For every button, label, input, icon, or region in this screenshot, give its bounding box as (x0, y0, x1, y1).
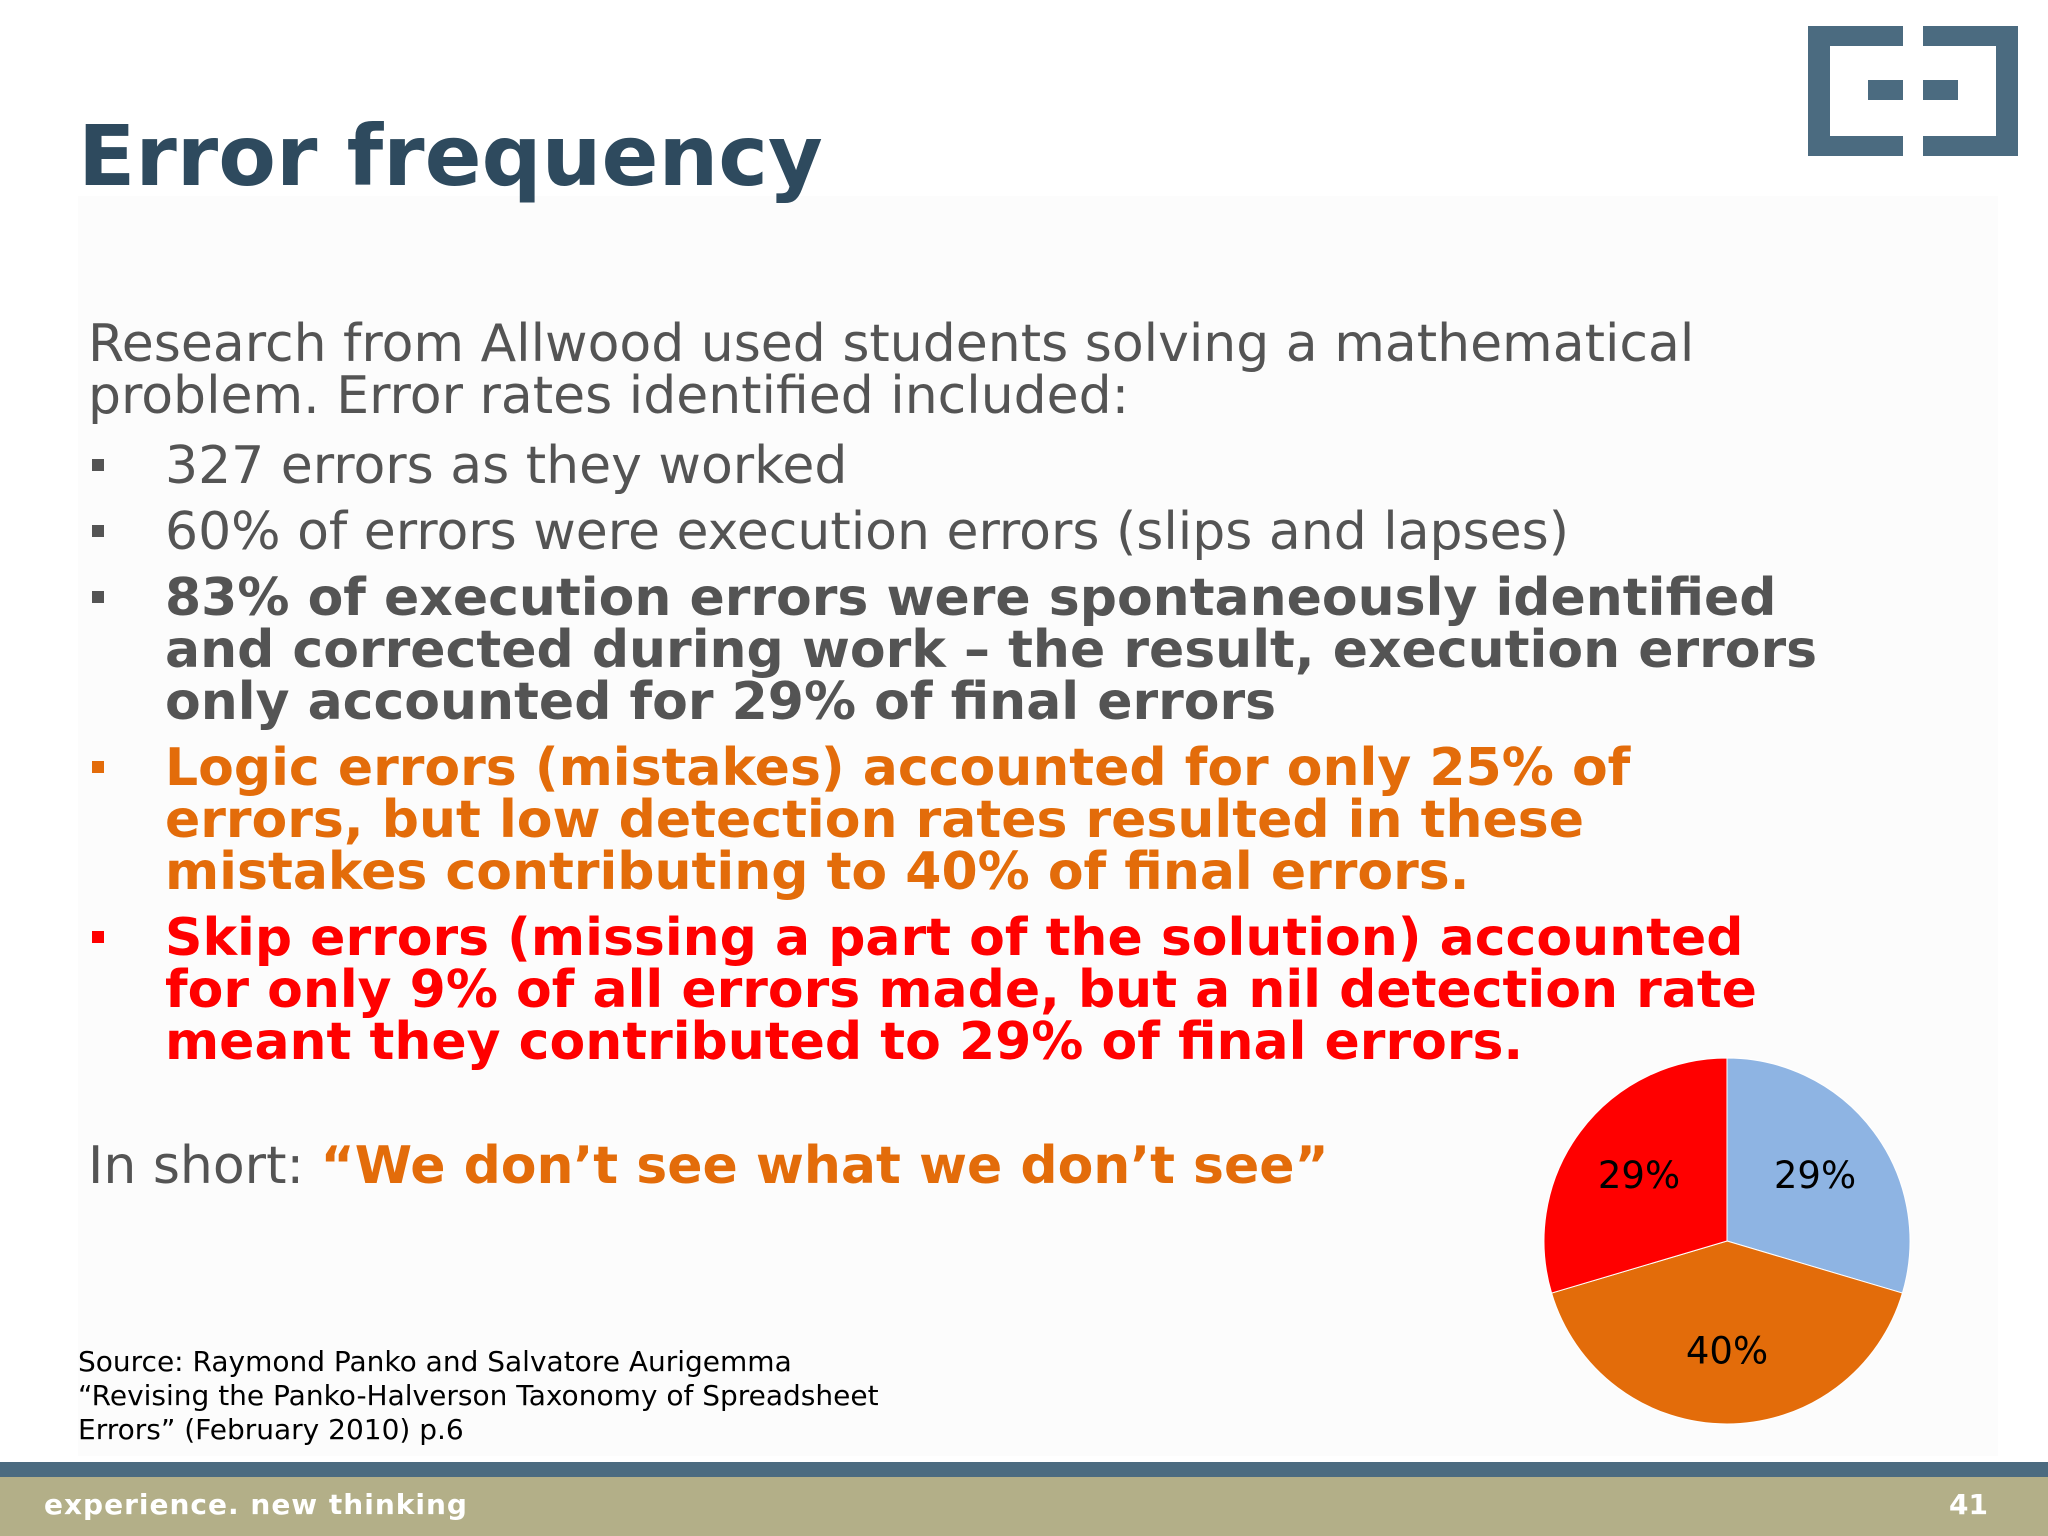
logo-right-notch (1923, 80, 1958, 100)
bullet-item (88, 568, 1908, 732)
bullet-item (88, 738, 1908, 902)
footer-tagline: experience. new thinking (44, 1488, 468, 1521)
bullet-line: and corrected during work – the result, execution errors (165, 620, 1818, 680)
footer-stripe (0, 1462, 2048, 1477)
bullet-list (88, 436, 1908, 1072)
company-logo (1808, 26, 2018, 156)
bullet-line: 327 errors as they worked (165, 436, 848, 496)
bullet-square-icon (92, 931, 104, 943)
intro-line: problem. Error rates identified included: (88, 366, 1130, 426)
bullet-item (88, 908, 1908, 1072)
logo-left-notch (1868, 80, 1903, 100)
bullet-line: for only 9% of all errors made, but a nil detection rate (165, 960, 1757, 1020)
bullet-line: only accounted for 29% of final errors (165, 672, 1277, 732)
source-line: Errors” (February 2010) p.6 (78, 1413, 464, 1446)
source-line: “Revising the Panko-Halverson Taxonomy of Spreadsheet (78, 1379, 879, 1412)
bullet-square-icon (92, 591, 104, 603)
bullet-square-icon (92, 459, 104, 471)
bullet-line: Logic errors (mistakes) accounted for only 25% of (165, 738, 1631, 798)
intro-paragraph (88, 314, 1888, 426)
bullet-line: 60% of errors were execution errors (slips and lapses) (165, 502, 1570, 562)
pie-slice-label: 40% (1685, 1329, 1769, 1373)
bullet-square-icon (92, 761, 104, 773)
logo-left-bottom-bar (1808, 136, 1903, 156)
logo-right-bottom-bar (1923, 136, 2018, 156)
bullet-line: mistakes contributing to 40% of final errors. (165, 842, 1470, 902)
in-short-quote: “We don’t see what we don’t see” (320, 1136, 1329, 1196)
intro-line: Research from Allwood used students solving a mathematical (88, 314, 1695, 374)
bullet-line: meant they contributed to 29% of final errors. (165, 1012, 1524, 1072)
bullet-item (88, 502, 1908, 562)
source-citation (78, 1345, 879, 1447)
in-short-line (88, 1138, 1329, 1194)
bullet-item (88, 436, 1908, 496)
in-short-prefix: In short: (88, 1136, 321, 1196)
bullet-square-icon (92, 525, 104, 537)
bullet-line: errors, but low detection rates resulted in these (165, 790, 1584, 850)
pie-slice-label: 29% (1773, 1153, 1857, 1197)
source-line: Source: Raymond Panko and Salvatore Aurigemma (78, 1345, 792, 1378)
slide-title: Error frequency (78, 107, 823, 205)
bullet-line: Skip errors (missing a part of the solution) accounted (165, 908, 1744, 968)
bullet-line: 83% of execution errors were spontaneously identified (165, 568, 1777, 628)
page-number: 41 (1949, 1488, 1988, 1521)
pie-slice-label: 29% (1597, 1153, 1681, 1197)
pie-chart (1540, 1054, 1914, 1428)
footer-band (0, 1477, 2048, 1536)
